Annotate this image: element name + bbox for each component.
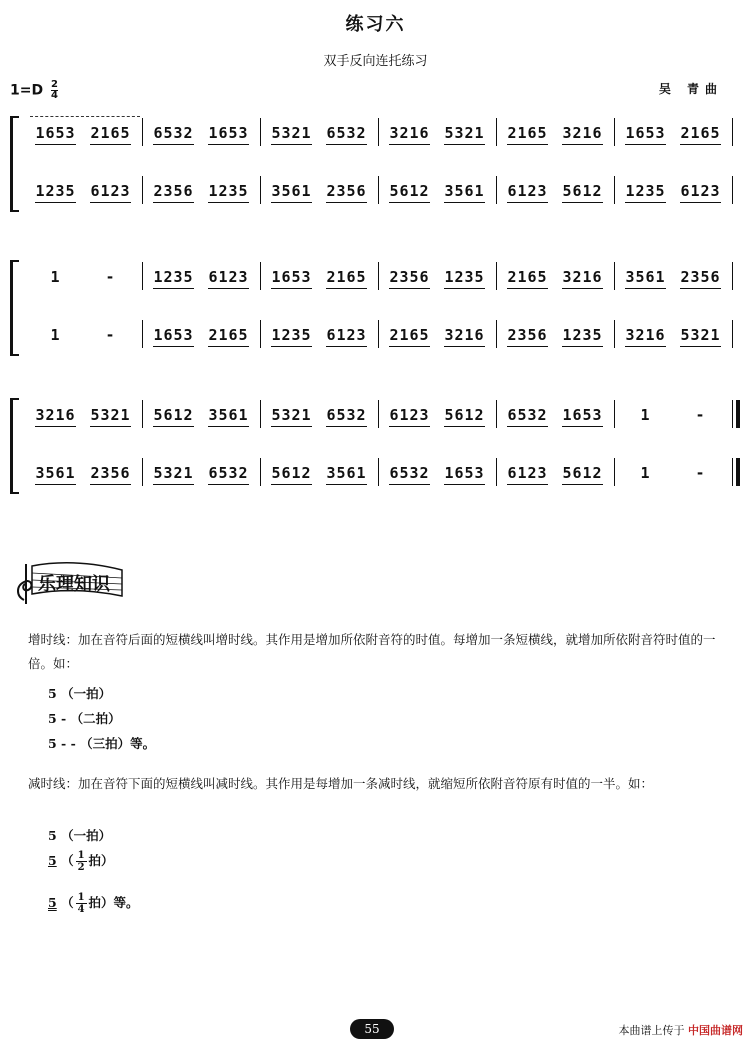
measure	[500, 396, 610, 442]
example-text: （二拍）	[70, 711, 121, 726]
barline	[378, 118, 379, 146]
barline	[142, 320, 143, 348]
note-group: 6123	[507, 454, 547, 485]
note-group: 6123	[680, 172, 720, 203]
barline	[260, 176, 261, 204]
measure	[28, 258, 138, 304]
note-group: 1653	[208, 114, 248, 145]
note-group: 5321	[271, 114, 311, 145]
note-group: 1235	[271, 316, 311, 347]
barline	[614, 458, 615, 486]
note-group: 1235	[208, 172, 248, 203]
barline	[260, 458, 261, 486]
note-group: 2356	[680, 258, 720, 289]
measure	[618, 454, 728, 500]
key-text: 1=D	[10, 82, 44, 99]
barline	[496, 320, 497, 348]
barline	[142, 400, 143, 428]
note-group: 3561	[444, 172, 484, 203]
measure	[264, 258, 374, 304]
note-group: 5612	[271, 454, 311, 485]
example-text: （一拍）	[61, 686, 112, 701]
note-group: 2356	[326, 172, 366, 203]
measure	[382, 258, 492, 304]
barline	[260, 262, 261, 290]
measure	[500, 258, 610, 304]
measure	[382, 454, 492, 500]
time-sig-bottom: 4	[50, 90, 58, 101]
note-group: 5321	[444, 114, 484, 145]
measure	[264, 454, 374, 500]
score-system	[10, 252, 730, 364]
note-group: 1235	[625, 172, 665, 203]
barline	[614, 176, 615, 204]
music-theory-logo	[14, 556, 126, 608]
page-title: 练习六	[345, 14, 406, 35]
note-group: 5612	[153, 396, 193, 427]
hold-dash: -	[105, 326, 116, 344]
barline	[378, 176, 379, 204]
measure	[28, 454, 138, 500]
note-group: 5612	[444, 396, 484, 427]
example-note: 5 -	[48, 711, 67, 726]
measure	[500, 316, 610, 362]
measure	[500, 454, 610, 500]
barline	[732, 458, 733, 486]
top-staff	[24, 396, 730, 442]
measure	[146, 316, 256, 362]
note-group: 6532	[389, 454, 429, 485]
measure	[28, 316, 138, 362]
key-signature	[10, 80, 58, 101]
note-group: 1653	[153, 316, 193, 347]
bottom-staff	[24, 172, 730, 218]
note-group: 1235	[444, 258, 484, 289]
note-group: 2356	[153, 172, 193, 203]
note-group: 1235	[153, 258, 193, 289]
score-system	[10, 390, 730, 502]
example-note: 5	[48, 686, 57, 701]
note-group: 2165	[507, 258, 547, 289]
note-group: 6123	[507, 172, 547, 203]
barline	[260, 320, 261, 348]
note-group: 3561	[625, 258, 665, 289]
system-brace	[10, 398, 19, 494]
note-group: 2356	[507, 316, 547, 347]
barline	[378, 458, 379, 486]
note-group: 3561	[35, 454, 75, 485]
note-group: 5321	[153, 454, 193, 485]
score-system	[10, 108, 730, 220]
measure	[146, 454, 256, 500]
barline	[614, 118, 615, 146]
site-logo[interactable]: 中国曲谱网	[688, 1024, 743, 1037]
barline	[732, 320, 733, 348]
example-quarter-beat	[48, 892, 139, 915]
octave-marking	[30, 116, 140, 121]
barline	[614, 400, 615, 428]
barline	[732, 118, 733, 146]
measure	[264, 396, 374, 442]
note-group: 6532	[326, 114, 366, 145]
note-group: 6123	[389, 396, 429, 427]
barline	[260, 400, 261, 428]
barline	[496, 458, 497, 486]
note-group: 3216	[562, 258, 602, 289]
upload-text: 本曲谱上传于	[618, 1024, 685, 1037]
note-group: 3561	[271, 172, 311, 203]
barline	[260, 118, 261, 146]
time-signature	[51, 80, 58, 101]
fraction-quarter	[76, 892, 87, 915]
measure	[618, 316, 728, 362]
measure	[146, 114, 256, 160]
barline	[378, 400, 379, 428]
note-group: 1653	[444, 454, 484, 485]
barline	[142, 262, 143, 290]
note-group: 5321	[271, 396, 311, 427]
paren-open: （	[61, 853, 74, 868]
note-group: 1	[50, 326, 61, 344]
barline	[496, 118, 497, 146]
example-half-beat	[48, 850, 114, 873]
exercise-subtitle: 双手反向连托练习	[323, 54, 428, 69]
measure	[264, 172, 374, 218]
measure	[146, 396, 256, 442]
fraction-denominator: 4	[77, 904, 85, 915]
final-barline	[736, 400, 740, 428]
note-group: 1653	[271, 258, 311, 289]
fraction-denominator: 2	[77, 862, 85, 873]
measure	[382, 114, 492, 160]
note-group: 2165	[507, 114, 547, 145]
measure	[28, 172, 138, 218]
example-text: 拍）等。	[88, 895, 139, 910]
note-group: 3216	[35, 396, 75, 427]
paragraph-diminution-line: 减时线：加在音符下面的短横线叫减时线。其作用是每增加一条减时线，就缩短所依附音符原有时值的一半。如：	[28, 776, 654, 791]
barline	[732, 400, 733, 428]
example-one-beat-2	[48, 826, 111, 844]
measure	[618, 172, 728, 218]
barline	[378, 320, 379, 348]
barline	[142, 176, 143, 204]
note-group: 2356	[90, 454, 130, 485]
note-group: 6123	[208, 258, 248, 289]
note-group: 1	[50, 268, 61, 286]
note-group: 3216	[444, 316, 484, 347]
note-group: 3561	[208, 396, 248, 427]
measure	[146, 172, 256, 218]
barline	[496, 176, 497, 204]
example-text: （一拍）	[61, 828, 112, 843]
measure	[382, 172, 492, 218]
barline	[732, 176, 733, 204]
note-group: 6532	[326, 396, 366, 427]
hold-dash: -	[695, 464, 706, 482]
note-group: 6123	[90, 172, 130, 203]
barline	[614, 320, 615, 348]
note-group: 2165	[680, 114, 720, 145]
example-note: 5	[48, 828, 57, 843]
note-group: 5321	[680, 316, 720, 347]
note-group: 1653	[625, 114, 665, 145]
note-group: 2356	[389, 258, 429, 289]
measure	[264, 114, 374, 160]
paragraph-augmentation-dot: 增时线：加在音符后面的短横线叫增时线。其作用是增加所依附音符的时值。每增加一条短横线，就增加所依附音符时值的一倍。如：	[28, 632, 716, 671]
note-group: 1235	[562, 316, 602, 347]
note-group: 5612	[389, 172, 429, 203]
measure	[382, 316, 492, 362]
example-three-beats	[48, 734, 155, 752]
measure	[500, 172, 610, 218]
barline	[496, 262, 497, 290]
fraction-half	[76, 850, 87, 873]
note-group: 5321	[90, 396, 130, 427]
note-group: 3216	[389, 114, 429, 145]
note-group: 3561	[326, 454, 366, 485]
barline	[378, 262, 379, 290]
example-two-beats	[48, 709, 121, 727]
measure	[618, 396, 728, 442]
barline	[732, 262, 733, 290]
note-group: 3216	[562, 114, 602, 145]
top-staff	[24, 114, 730, 160]
top-staff	[24, 258, 730, 304]
example-note: 5	[48, 895, 57, 910]
example-note: 5 - -	[48, 736, 76, 751]
note-group: 1653	[35, 114, 75, 145]
fraction-numerator: 1	[77, 850, 85, 861]
measure	[500, 114, 610, 160]
measure	[618, 114, 728, 160]
time-sig-top: 2	[50, 79, 58, 90]
note-group: 1	[640, 406, 651, 424]
fraction-numerator: 1	[77, 892, 85, 903]
measure	[264, 316, 374, 362]
example-note: 5	[48, 853, 57, 868]
note-group: 6532	[507, 396, 547, 427]
bottom-staff	[24, 316, 730, 362]
note-group: 6532	[208, 454, 248, 485]
example-text: 拍）	[88, 853, 114, 868]
hold-dash: -	[695, 406, 706, 424]
barline	[496, 400, 497, 428]
system-brace	[10, 116, 19, 212]
note-group: 3216	[625, 316, 665, 347]
treble-clef-icon	[18, 581, 31, 600]
example-text: （三拍）等。	[80, 736, 156, 751]
note-group: 1653	[562, 396, 602, 427]
hold-dash: -	[105, 268, 116, 286]
composer: 吴 青曲	[658, 82, 723, 96]
note-group: 2165	[326, 258, 366, 289]
note-group: 5612	[562, 454, 602, 485]
barline	[142, 458, 143, 486]
note-group: 2165	[389, 316, 429, 347]
note-group: 2165	[90, 114, 130, 145]
note-group: 2165	[208, 316, 248, 347]
note-group: 1235	[35, 172, 75, 203]
note-group: 6123	[326, 316, 366, 347]
barline	[614, 262, 615, 290]
example-one-beat	[48, 684, 111, 702]
measure	[618, 258, 728, 304]
measure	[28, 396, 138, 442]
page-number: 55	[350, 1019, 394, 1039]
note-group: 6532	[153, 114, 193, 145]
note-group: 5612	[562, 172, 602, 203]
paren-open: （	[61, 895, 74, 910]
system-brace	[10, 260, 19, 356]
upload-credit	[619, 1022, 744, 1038]
barline	[142, 118, 143, 146]
final-barline	[736, 458, 740, 486]
measure	[146, 258, 256, 304]
note-group: 1	[640, 464, 651, 482]
bottom-staff	[24, 454, 730, 500]
measure	[382, 396, 492, 442]
logo-text: 乐理知识	[38, 574, 110, 595]
